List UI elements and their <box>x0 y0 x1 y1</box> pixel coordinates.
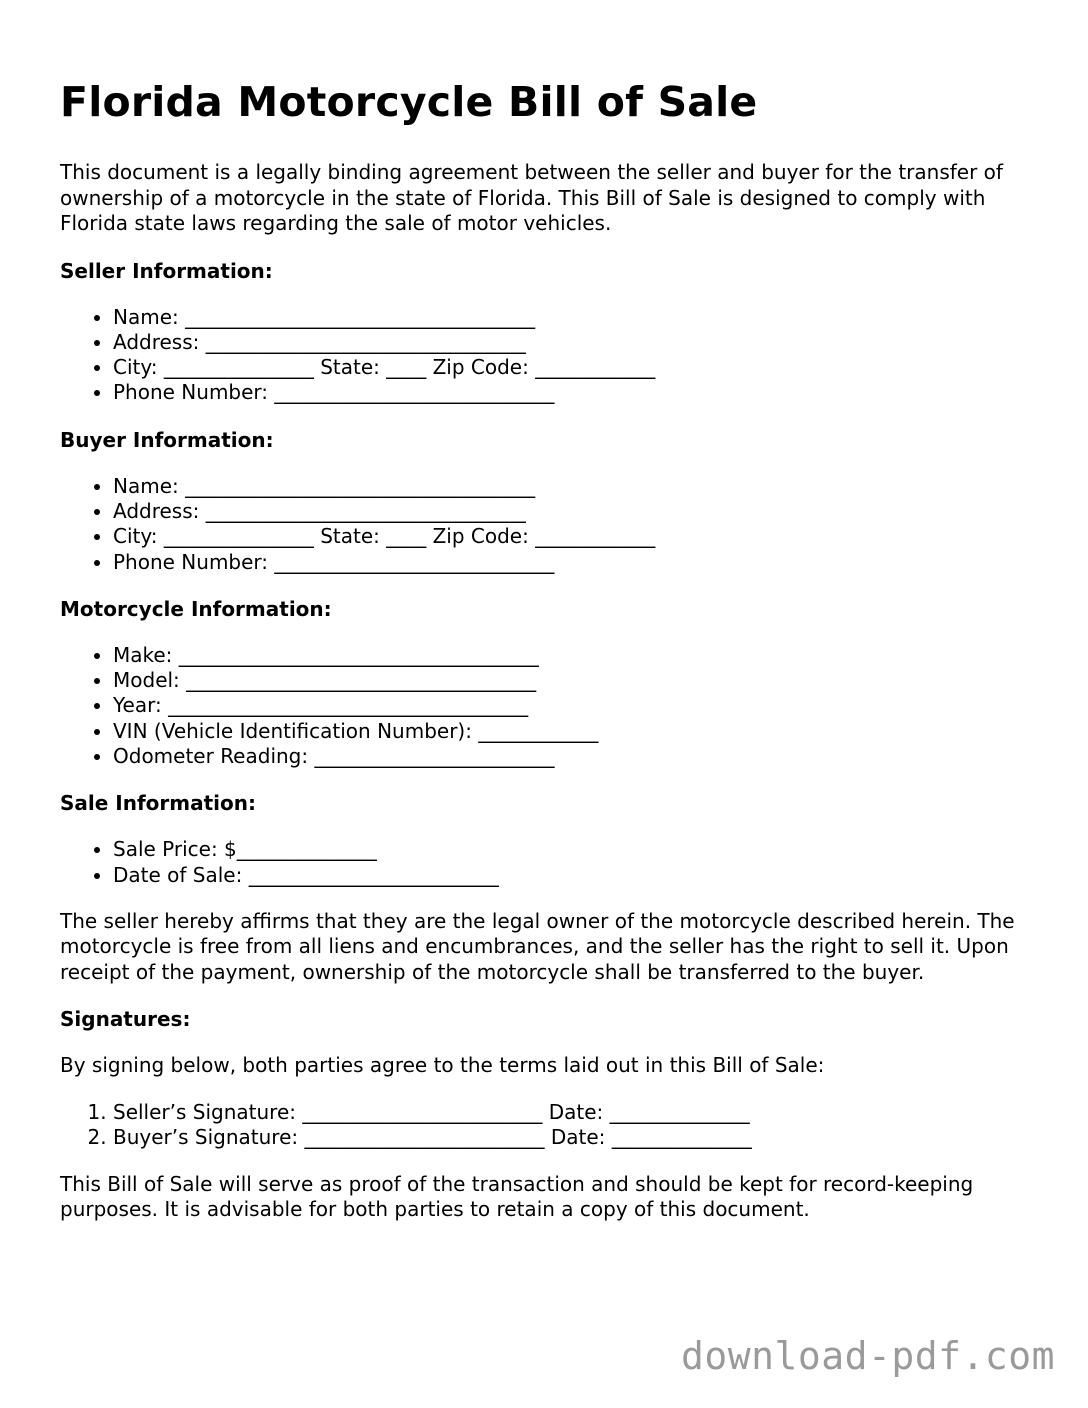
document-page <box>60 78 1040 1223</box>
signatures-heading: Signatures: <box>60 1007 191 1032</box>
watermark: download-pdf.com <box>680 1334 1055 1378</box>
seller-phone-field: • Phone Number: ____________________________ <box>113 380 1040 405</box>
seller-signature-line: 1. Seller’s Signature: ________________________ Date: ______________ <box>113 1100 1040 1125</box>
seller-city-state-zip-field: • City: _______________ State: ____ Zip Code: ____________ <box>113 355 1040 380</box>
motorcycle-year-field: • Year: ____________________________________ <box>113 693 1040 718</box>
buyer-name-field: • Name: ___________________________________ <box>113 474 1040 499</box>
motorcycle-list <box>60 643 1040 769</box>
seller-address-field: • Address: ________________________________ <box>113 330 1040 355</box>
seller-list <box>60 305 1040 406</box>
closing-paragraph: This Bill of Sale will serve as proof of the transaction and should be kept for record-keeping purposes. It is advisable for both parties to retain a copy of this document. <box>60 1171 974 1222</box>
buyer-list <box>60 474 1040 575</box>
motorcycle-make-field: • Make: ____________________________________ <box>113 643 1040 668</box>
seller-heading: Seller Information: <box>60 258 273 283</box>
affirmation-paragraph: The seller hereby affirms that they are the legal owner of the motorcycle described herein. The motorcycle is free from all liens and encumbrances, and the seller has the right to sell it. Upon receipt of the payment, ownership of the motorcycle shall be transferred to the buyer. <box>60 908 1015 984</box>
intro-paragraph: This document is a legally binding agreement between the seller and buyer for the transfer of ownership of a motorcycle in the state of Florida. This Bill of Sale is designed to comply with Florida state laws regarding the sale of motor vehicles. <box>60 160 1003 235</box>
sale-price-field: • Sale Price: $______________ <box>113 837 1040 862</box>
motorcycle-vin-field: • VIN (Vehicle Identification Number): ____________ <box>113 719 1040 744</box>
signatures-intro: By signing below, both parties agree to the terms laid out in this Bill of Sale: <box>60 1053 825 1078</box>
sale-heading: Sale Information: <box>60 791 256 816</box>
sale-date-field: • Date of Sale: _________________________ <box>113 863 1040 888</box>
motorcycle-odometer-field: • Odometer Reading: ________________________ <box>113 744 1040 769</box>
buyer-address-field: • Address: ________________________________ <box>113 499 1040 524</box>
buyer-signature-line: 2. Buyer’s Signature: ________________________ Date: ______________ <box>113 1125 1040 1150</box>
buyer-city-state-zip-field: • City: _______________ State: ____ Zip Code: ____________ <box>113 524 1040 549</box>
motorcycle-model-field: • Model: ___________________________________ <box>113 668 1040 693</box>
signatures-list <box>60 1100 1040 1151</box>
buyer-phone-field: • Phone Number: ____________________________ <box>113 550 1040 575</box>
buyer-heading: Buyer Information: <box>60 427 274 452</box>
motorcycle-heading: Motorcycle Information: <box>60 596 332 621</box>
seller-name-field: • Name: ___________________________________ <box>113 305 1040 330</box>
document-title: Florida Motorcycle Bill of Sale <box>60 78 758 126</box>
sale-list <box>60 837 1040 888</box>
